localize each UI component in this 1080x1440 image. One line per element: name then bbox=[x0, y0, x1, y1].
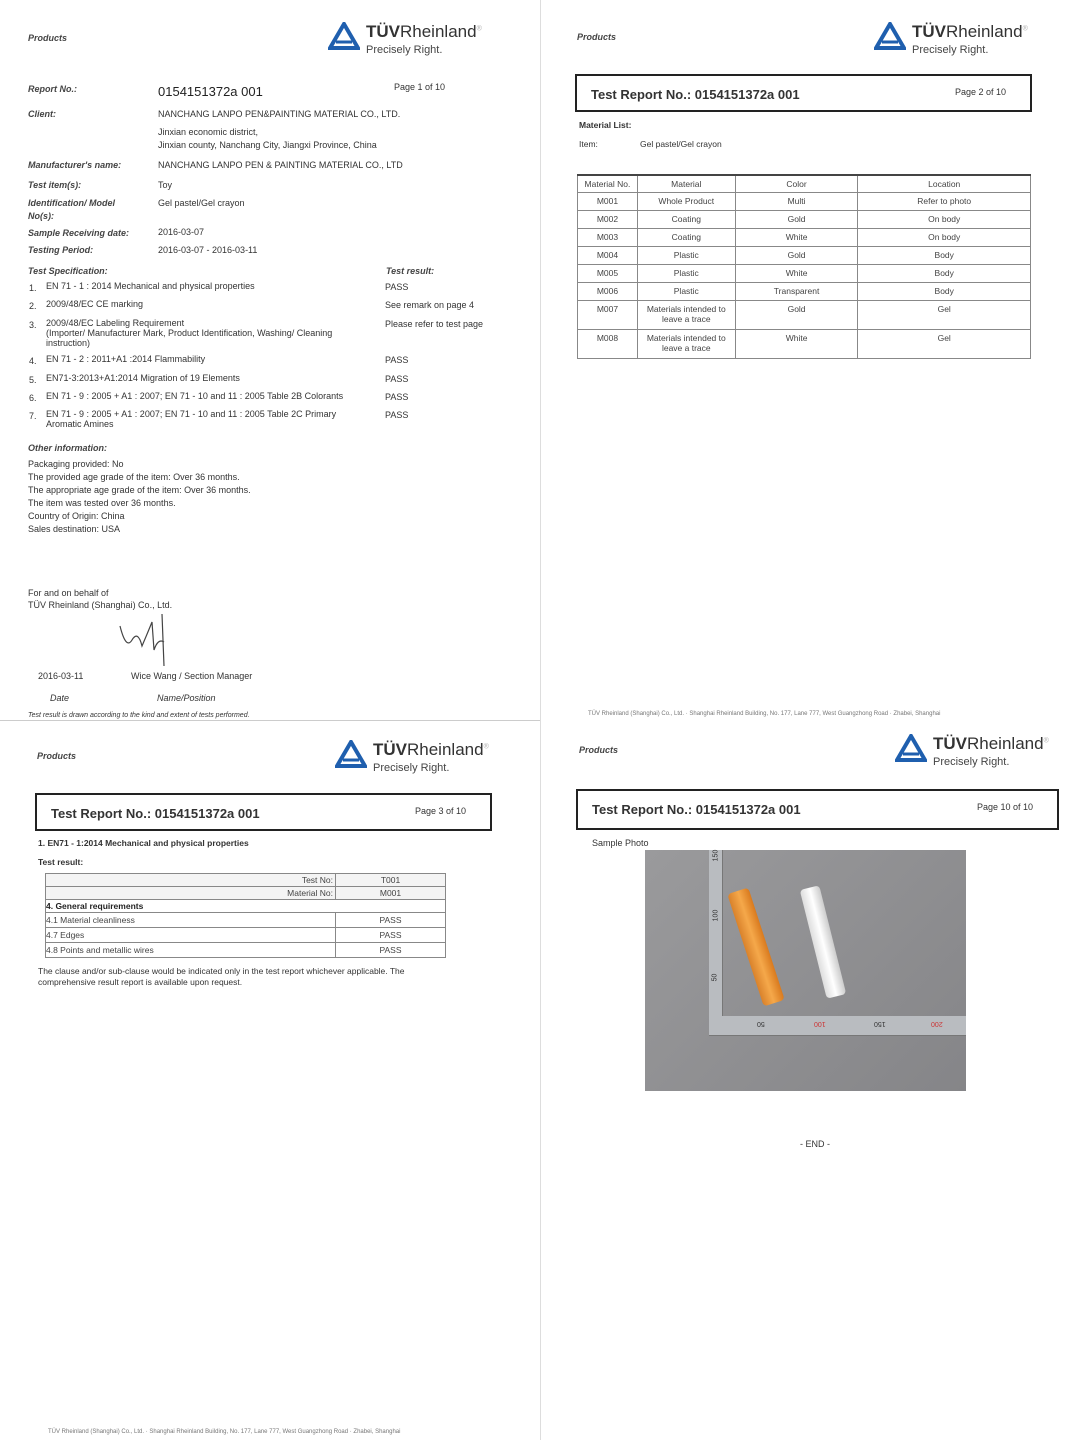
page-divider-vertical bbox=[540, 0, 541, 1440]
signer-name: Wice Wang / Section Manager bbox=[131, 671, 253, 681]
other-info-line: The provided age grade of the item: Over 36 months. bbox=[28, 472, 240, 482]
spec-result: PASS bbox=[385, 355, 409, 365]
table-row bbox=[578, 282, 1031, 300]
sign-date: 2016-03-11 bbox=[38, 671, 84, 681]
spec-result: PASS bbox=[385, 410, 409, 420]
white-crayon bbox=[800, 885, 847, 999]
table-cell: White bbox=[735, 329, 858, 358]
spec-result: PASS bbox=[385, 392, 409, 402]
category-label: Products bbox=[28, 33, 68, 43]
spec-number: 2. bbox=[29, 301, 37, 311]
page-divider-horizontal bbox=[0, 720, 540, 721]
table-row bbox=[578, 210, 1031, 228]
spec-text: EN 71 - 9 : 2005 + A1 : 2007; EN 71 - 10 and 11 : 2005 Table 2C Primary bbox=[46, 409, 337, 419]
spec-header: Test Specification: bbox=[28, 266, 108, 276]
spec-text: 2009/48/EC Labeling Requirement bbox=[46, 318, 185, 328]
ruler-horizontal bbox=[709, 1016, 966, 1036]
spec-result: See remark on page 4 bbox=[385, 300, 475, 310]
material-list-label: Material List: bbox=[579, 120, 632, 130]
table-cell: Gold bbox=[735, 300, 858, 329]
tuv-logo: TÜVRheinland® Precisely Right. bbox=[874, 22, 1028, 56]
spec-number: 4. bbox=[29, 356, 37, 366]
category-label: Products bbox=[577, 32, 617, 42]
table-cell: M005 bbox=[578, 264, 638, 282]
table-cell: Transparent bbox=[735, 282, 858, 300]
signature bbox=[118, 612, 178, 672]
tuv-logo: TÜVRheinland® Precisely Right. bbox=[895, 734, 1049, 768]
spec-number: 3. bbox=[29, 320, 37, 330]
table-row bbox=[578, 246, 1031, 264]
tuv-triangle-icon bbox=[335, 740, 367, 768]
tuv-triangle-icon bbox=[874, 22, 906, 50]
note-line-2: comprehensive result report is available upon request. bbox=[38, 977, 243, 987]
spec-text: 2009/48/EC CE marking bbox=[46, 299, 144, 309]
spec-text-cont: instruction) bbox=[46, 338, 91, 348]
clause: 4.8 Points and metallic wires bbox=[46, 943, 336, 958]
other-info-line: The appropriate age grade of the item: Over 36 months. bbox=[28, 485, 251, 495]
label-manufacturer: Manufacturer's name: bbox=[28, 160, 122, 170]
report-title: Test Report No.: 0154151372a 001 bbox=[591, 87, 800, 102]
tuv-triangle-icon bbox=[895, 734, 927, 762]
test-result-table bbox=[45, 873, 446, 958]
column-header: Location bbox=[858, 175, 1031, 192]
sample-photo-label: Sample Photo bbox=[592, 838, 649, 848]
report-number: 0154151372a 001 bbox=[158, 84, 263, 99]
spec-text: EN 71 - 2 : 2011+A1 :2014 Flammability bbox=[46, 354, 206, 364]
table-cell: Gel bbox=[858, 300, 1031, 329]
report-title: Test Report No.: 0154151372a 001 bbox=[51, 806, 260, 821]
table-row bbox=[578, 300, 1031, 329]
spec-result: Please refer to test page bbox=[385, 319, 484, 329]
date-caption: Date bbox=[50, 693, 70, 703]
report-header-box bbox=[575, 74, 1032, 112]
ruler-mark: 50 bbox=[757, 1020, 765, 1027]
table-cell: M003 bbox=[578, 228, 638, 246]
item-label: Item: bbox=[579, 139, 598, 149]
table-cell: Gel bbox=[858, 329, 1031, 358]
test-no: T001 bbox=[336, 874, 446, 887]
table-header-row bbox=[578, 175, 1031, 192]
category-label: Products bbox=[579, 745, 619, 755]
end-marker: - END - bbox=[800, 1139, 830, 1149]
table-cell: Coating bbox=[637, 228, 735, 246]
table-cell: Gold bbox=[735, 210, 858, 228]
test-items: Toy bbox=[158, 180, 173, 190]
column-header: Material No. bbox=[578, 175, 638, 192]
label-client: Client: bbox=[28, 109, 56, 119]
other-info-line: Country of Origin: China bbox=[28, 511, 125, 521]
behalf-line-1: For and on behalf of bbox=[28, 588, 109, 598]
tuv-triangle-icon bbox=[328, 22, 360, 50]
test-no-label: Test No: bbox=[46, 874, 336, 887]
spec-text: EN 71 - 1 : 2014 Mechanical and physical properties bbox=[46, 281, 255, 291]
table-cell: On body bbox=[858, 228, 1031, 246]
item-value: Gel pastel/Gel crayon bbox=[640, 139, 722, 149]
sample-photo bbox=[645, 850, 966, 1091]
test-result-label: Test result: bbox=[38, 857, 84, 867]
disclaimer: Test result is drawn according to the kind and extent of tests performed. bbox=[28, 712, 250, 719]
table-cell: M002 bbox=[578, 210, 638, 228]
client-address-2: Jinxian county, Nanchang City, Jiangxi Province, China bbox=[158, 140, 377, 150]
label-test-items: Test item(s): bbox=[28, 180, 82, 190]
spec-text: EN71-3:2013+A1:2014 Migration of 19 Elements bbox=[46, 373, 240, 383]
spec-text-cont: Aromatic Amines bbox=[46, 419, 114, 429]
table-cell: Gold bbox=[735, 246, 858, 264]
spec-number: 1. bbox=[29, 283, 37, 293]
table-cell: Whole Product bbox=[637, 192, 735, 210]
note-line-1: The clause and/or sub-clause would be indicated only in the test report whichever applicable. The bbox=[38, 966, 405, 976]
page-number: Page 2 of 10 bbox=[954, 87, 1006, 97]
table-row bbox=[578, 264, 1031, 282]
clause-result: PASS bbox=[336, 928, 446, 943]
ruler-mark: 50 bbox=[711, 973, 719, 982]
clause: 4.7 Edges bbox=[46, 928, 336, 943]
table-cell: M008 bbox=[578, 329, 638, 358]
other-info-header: Other information: bbox=[28, 443, 107, 453]
report-title: Test Report No.: 0154151372a 001 bbox=[592, 802, 801, 817]
material-no-label: Material No: bbox=[46, 887, 336, 900]
table-cell: White bbox=[735, 228, 858, 246]
column-header: Color bbox=[735, 175, 858, 192]
table-cell: M006 bbox=[578, 282, 638, 300]
other-info-line: Sales destination: USA bbox=[28, 524, 121, 534]
table-cell: On body bbox=[858, 210, 1031, 228]
name-caption: Name/Position bbox=[157, 693, 216, 703]
table-row bbox=[578, 228, 1031, 246]
report-header-box bbox=[35, 793, 492, 831]
table-cell: Multi bbox=[735, 192, 858, 210]
footer: TÜV Rheinland (Shanghai) Co., Ltd. · Shanghai Rheinland Building, No. 177, Lane 777, West Guangzhong Road · Zhabei, Shanghai bbox=[48, 1429, 401, 1435]
clause-result: PASS bbox=[336, 913, 446, 928]
testing-period: 2016-03-07 - 2016-03-11 bbox=[158, 245, 258, 255]
spec-number: 6. bbox=[29, 393, 37, 403]
ruler-mark: 150 bbox=[874, 1020, 886, 1027]
section-title: 1. EN71 - 1:2014 Mechanical and physical properties bbox=[38, 838, 249, 848]
ruler-mark: 100 bbox=[814, 1020, 826, 1027]
table-cell: Plastic bbox=[637, 282, 735, 300]
ruler-vertical bbox=[709, 850, 723, 1036]
client-address-1: Jinxian economic district, bbox=[158, 127, 259, 137]
other-info-line: The item was tested over 36 months. bbox=[28, 498, 176, 508]
behalf-line-2: TÜV Rheinland (Shanghai) Co., Ltd. bbox=[28, 600, 173, 610]
material-no: M001 bbox=[336, 887, 446, 900]
client-name: NANCHANG LANPO PEN&PAINTING MATERIAL CO., LTD. bbox=[158, 109, 401, 119]
table-cell: Refer to photo bbox=[858, 192, 1031, 210]
footer: TÜV Rheinland (Shanghai) Co., Ltd. · Shanghai Rheinland Building, No. 177, Lane 777, West Guangzhong Road · Zhabei, Shanghai bbox=[588, 711, 941, 717]
tuv-logo: TÜVRheinland® Precisely Right. bbox=[328, 22, 482, 56]
spec-text-cont: (Importer/ Manufacturer Mark, Product Identification, Washing/ Cleaning bbox=[46, 328, 333, 338]
table-row bbox=[578, 192, 1031, 210]
table-cell: Body bbox=[858, 246, 1031, 264]
table-cell: White bbox=[735, 264, 858, 282]
model-value: Gel pastel/Gel crayon bbox=[158, 198, 245, 208]
tuv-logo: TÜVRheinland® Precisely Right. bbox=[335, 740, 489, 774]
result-header: Test result: bbox=[386, 266, 435, 276]
spec-result: PASS bbox=[385, 282, 409, 292]
gold-crayon bbox=[727, 887, 784, 1006]
table-cell: Plastic bbox=[637, 264, 735, 282]
spec-number: 7. bbox=[29, 411, 37, 421]
page-number: Page 1 of 10 bbox=[394, 82, 446, 92]
clause: 4.1 Material cleanliness bbox=[46, 913, 336, 928]
page-number: Page 3 of 10 bbox=[414, 806, 466, 816]
table-cell: M007 bbox=[578, 300, 638, 329]
table-row bbox=[578, 329, 1031, 358]
table-cell: Body bbox=[858, 264, 1031, 282]
report-header-box bbox=[576, 789, 1059, 830]
label-model: Identification/ Model No(s): bbox=[28, 198, 115, 221]
group-heading: 4. General requirements bbox=[46, 900, 446, 913]
label-report-no: Report No.: bbox=[28, 84, 77, 94]
category-label: Products bbox=[37, 751, 77, 761]
tagline: Precisely Right. bbox=[366, 44, 443, 56]
ruler-mark: 100 bbox=[712, 909, 720, 922]
spec-number: 5. bbox=[29, 375, 37, 385]
ruler-mark: 200 bbox=[931, 1020, 943, 1027]
material-table bbox=[577, 174, 1031, 359]
label-testing-period: Testing Period: bbox=[28, 245, 94, 255]
page-number: Page 10 of 10 bbox=[976, 802, 1033, 812]
table-cell: Materials intended to leave a trace bbox=[637, 300, 735, 329]
ruler-mark: 150 bbox=[712, 849, 720, 862]
clause-result: PASS bbox=[336, 943, 446, 958]
other-info-line: Packaging provided: No bbox=[28, 459, 124, 469]
spec-text: EN 71 - 9 : 2005 + A1 : 2007; EN 71 - 10 and 11 : 2005 Table 2B Colorants bbox=[46, 391, 344, 401]
table-cell: M001 bbox=[578, 192, 638, 210]
table-cell: M004 bbox=[578, 246, 638, 264]
table-cell: Body bbox=[858, 282, 1031, 300]
receiving-date: 2016-03-07 bbox=[158, 227, 205, 237]
column-header: Material bbox=[637, 175, 735, 192]
manufacturer-name: NANCHANG LANPO PEN & PAINTING MATERIAL CO., LTD bbox=[158, 160, 403, 170]
table-cell: Coating bbox=[637, 210, 735, 228]
table-cell: Plastic bbox=[637, 246, 735, 264]
table-cell: Materials intended to leave a trace bbox=[637, 329, 735, 358]
label-receiving-date: Sample Receiving date: bbox=[28, 228, 130, 238]
spec-result: PASS bbox=[385, 374, 409, 384]
